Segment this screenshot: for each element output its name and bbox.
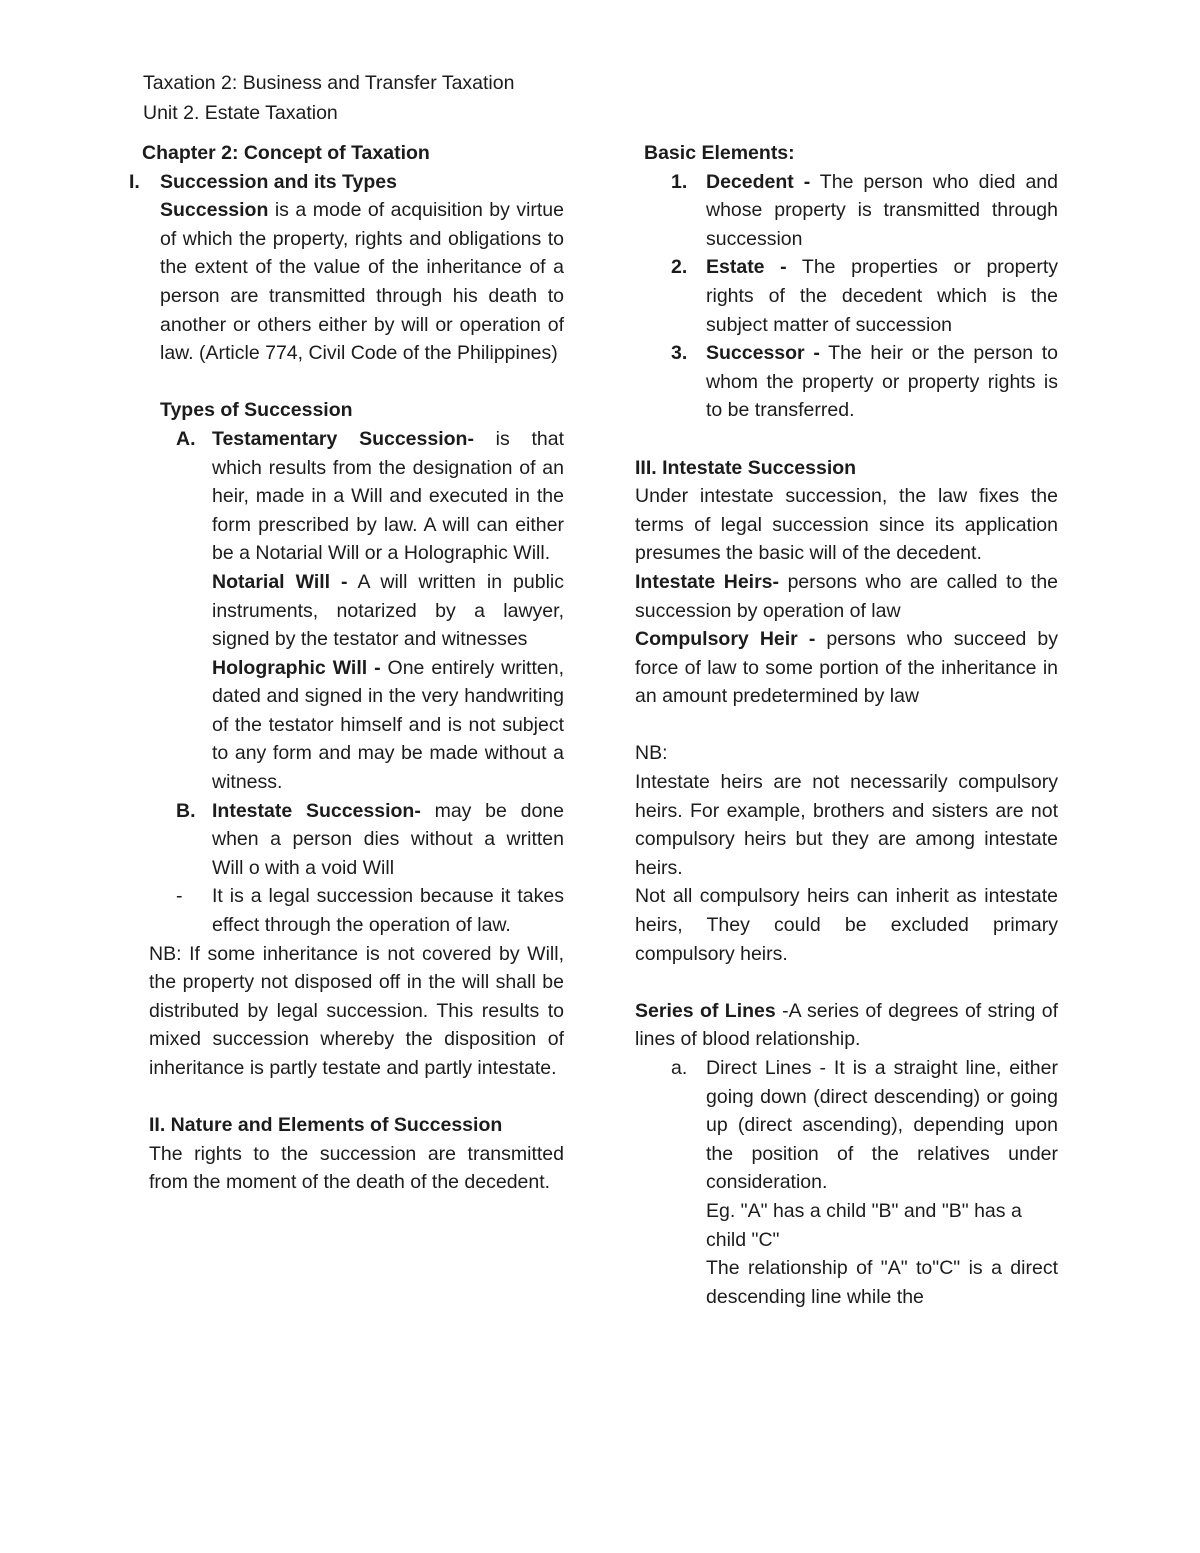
- direct-lines-marker: a.: [671, 1057, 688, 1079]
- element-item: 2. Estate - The properties or property rights of the decedent which is the subject matter of succession: [671, 256, 1058, 336]
- legal-succession-note: - It is a legal succession because it takes effect through the operation of law.: [142, 882, 564, 939]
- section-1-marker: I.: [129, 170, 140, 193]
- series-of-lines: Series of Lines -A series of degrees of string of lines of blood relationship.: [635, 999, 1058, 1051]
- successor-term: Successor -: [706, 342, 820, 365]
- holographic-will: Holographic Will - One entirely written, dated and signed in the very handwriting of the testator himself and is not subject to any form and may be made without a witness.: [212, 656, 564, 794]
- intestate-term: Intestate Succession-: [212, 799, 421, 822]
- type-b-item: B. Intestate Succession- may be done when a person dies without a written Will o with a void Will: [142, 797, 564, 883]
- section-3-heading: III. Intestate Succession: [635, 456, 857, 479]
- relationship-text: The relationship of "A" to"C" is a direct descending line while the: [706, 1257, 1058, 1308]
- types-heading: Types of Succession: [160, 399, 353, 422]
- compulsory-heir: Compulsory Heir - persons who succeed by force of law to some portion of the inheritance in an amount predetermined by law: [635, 628, 1058, 708]
- basic-elements-heading: Basic Elements:: [644, 142, 795, 164]
- right-column: [635, 139, 1058, 1311]
- notarial-will: Notarial Will - A will written in public instruments, notarized by a lawyer, signed by the testator and witnesses: [212, 570, 564, 651]
- section-3-text: Under intestate succession, the law fixes the terms of legal succession since its application presumes the basic will of the decedent.: [635, 485, 1058, 565]
- dash-marker: -: [176, 885, 183, 908]
- nb-label: NB:: [635, 742, 668, 765]
- chapter-heading: Chapter 2: Concept of Taxation: [142, 142, 430, 164]
- type-b-marker: B.: [176, 799, 196, 822]
- succession-term: Succession: [160, 199, 269, 222]
- course-title: Taxation 2: Business and Transfer Taxation: [143, 72, 515, 94]
- left-column: [129, 139, 564, 1197]
- intestate-heirs: Intestate Heirs- persons who are called to the succession by operation of law: [635, 570, 1059, 622]
- element-item: 3. Successor - The heir or the person to whom the property or property rights is to be transferred.: [671, 342, 1058, 422]
- succession-definition: Succession is a mode of acquisition by virtue of which the property, rights and obligations to the extent of the value of the inheritance of a person are transmitted through his death to another or others either by will or operation of law. (Article 774, Civil Code of the Philippines): [160, 199, 564, 365]
- estate-term: Estate -: [706, 256, 787, 279]
- direct-lines-item: a. Direct Lines - It is a straight line, either going down (direct descending) or going up (direct ascending), depending upon the position of the relatives under consideration. Eg. "A" has a child "B" and "B" has a child "C" The relationship of "A" to"C" is a direct descending line while the: [635, 1054, 1058, 1311]
- element-item: 1. Decedent - The person who died and whose property is transmitted through succession: [671, 170, 1058, 250]
- type-a-marker: A.: [176, 427, 196, 450]
- section-2-text: The rights to the succession are transmitted from the moment of the death of the decedent.: [149, 1142, 564, 1194]
- section-2-heading: II. Nature and Elements of Succession: [149, 1114, 503, 1137]
- type-a-item: A. Testamentary Succession- is that which results from the designation of an heir, made in a Will and executed in the form prescribed by law. A will can either be a Notarial Will or a Holographic Will. Notarial Will - A will written in public instruments, notarized by a lawyer, signed by the testator and witnesses Holographic Will - One entirely written, dated and signed in the very handwriting of the testator himself and is not subject to any form and may be made without a witness.: [142, 425, 564, 797]
- nb-paragraph: NB: If some inheritance is not covered by Will, the property not disposed off in the will shall be distributed by legal succession. This results to mixed succession whereby the disposition of inheritance is partly testate and partly intestate.: [149, 942, 564, 1079]
- section-1: [129, 168, 564, 425]
- nb-paragraph-1: Intestate heirs are not necessarily compulsory heirs. For example, brothers and sisters are not compulsory heirs but they are among intestate heirs.: [635, 771, 1058, 879]
- testamentary-term: Testamentary Succession-: [212, 427, 474, 450]
- unit-title: Unit 2. Estate Taxation: [143, 101, 338, 124]
- section-1-heading: Succession and its Types: [160, 170, 397, 193]
- document-header: [143, 69, 663, 128]
- example-text: Eg. "A" has a child "B" and "B" has a child "C": [706, 1199, 1022, 1251]
- nb-paragraph-2: Not all compulsory heirs can inherit as intestate heirs, They could be excluded primary compulsory heirs.: [635, 885, 1058, 965]
- decedent-term: Decedent -: [706, 170, 811, 193]
